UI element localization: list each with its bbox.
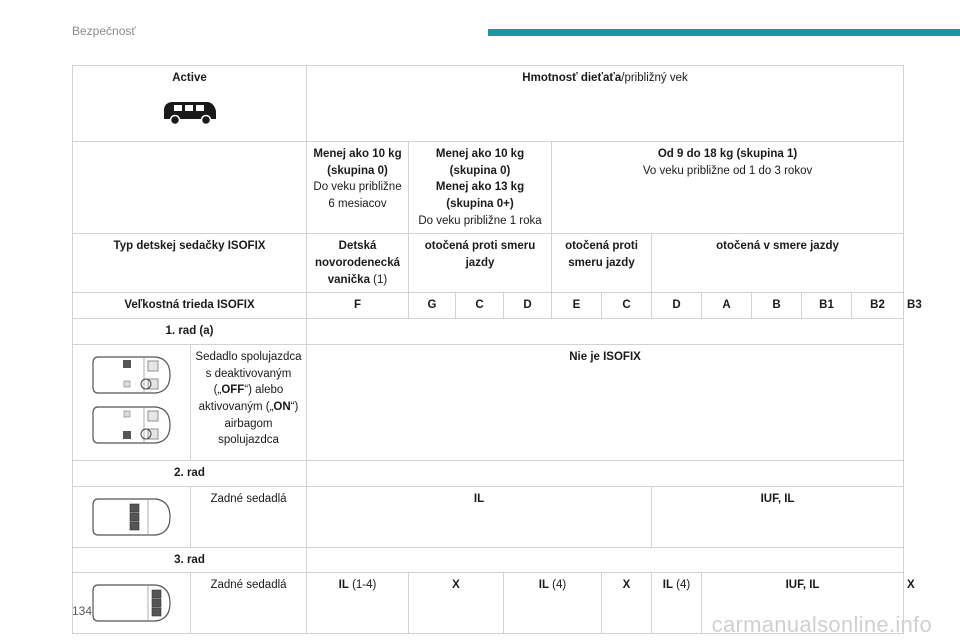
table-row: [73, 547, 904, 573]
forward-facing-cell: otočená v smere jazdy: [652, 234, 904, 293]
row2-title: 2. rad: [73, 461, 307, 487]
page-number: 134: [72, 604, 93, 618]
table-row: Zadné sedadlá IL (1-4) X IL (4) X IL (4) IUF, IL X: [73, 573, 904, 634]
size-class-cell: D: [504, 293, 552, 319]
size-class-cell: G: [409, 293, 456, 319]
car-side-icon: [160, 97, 220, 127]
row3-value: IUF, IL: [702, 573, 904, 634]
group0plus-cell: Menej ako 10 kg (skupina 0) Menej ako 13 kg (skupina 0+) Do veku približne 1 roka: [409, 142, 552, 234]
empty-cell: [73, 142, 307, 234]
row1-title: 1. rad (a): [73, 319, 307, 345]
table-row: [73, 66, 904, 142]
row3-title: 3. rad: [73, 547, 307, 573]
row2-rear-value: IL: [307, 486, 652, 547]
rear-seats-label: Zadné sedadlá: [191, 573, 307, 634]
table-row: [73, 461, 904, 487]
seat-type-label: Typ detskej sedačky ISOFIX: [73, 234, 307, 293]
row3-value: IL (4): [504, 573, 602, 634]
table-row: [73, 234, 904, 293]
size-class-cell: A: [702, 293, 752, 319]
size-class-cell: F: [307, 293, 409, 319]
row3-value: IL (1-4): [307, 573, 409, 634]
isofix-table: [72, 65, 922, 634]
size-class-cell: C: [602, 293, 652, 319]
table-row: [73, 319, 904, 345]
car-top-passenger-airbag-on-icon: [90, 403, 174, 447]
rear-seats-label: Zadné sedadlá: [191, 486, 307, 547]
row3-value: X: [409, 573, 504, 634]
empty-cell: [307, 547, 904, 573]
size-class-cell: B: [752, 293, 802, 319]
size-class-cell: D: [652, 293, 702, 319]
table-row: [73, 345, 904, 461]
rear-facing-cell-2: otočená proti smeru jazdy: [552, 234, 652, 293]
row2-diagram-cell: [73, 486, 191, 547]
table-row: [73, 142, 904, 234]
section-title: Bezpečnosť: [72, 24, 136, 38]
car-top-second-row-icon: [90, 495, 174, 539]
not-isofix-cell: Nie je ISOFIX: [307, 345, 904, 461]
car-top-passenger-airbag-off-icon: [90, 353, 174, 397]
empty-cell: [307, 319, 904, 345]
carrycot-cell: Detská novorodenecká vanička (1): [307, 234, 409, 293]
front-seat-diagram-cell: [73, 345, 191, 461]
row2-forward-value: IUF, IL: [652, 486, 904, 547]
size-class-label: Veľkostná trieda ISOFIX: [73, 293, 307, 319]
row3-value: IL (4): [652, 573, 702, 634]
size-class-cell: E: [552, 293, 602, 319]
header-accent-bar: [488, 29, 960, 36]
table-row: [73, 486, 904, 547]
group0-cell: Menej ako 10 kg (skupina 0) Do veku približne 6 mesiacov: [307, 142, 409, 234]
size-class-cell: B1: [802, 293, 852, 319]
watermark: carmanualsonline.info: [711, 612, 932, 637]
car-top-third-row-icon: [90, 581, 174, 625]
rear-facing-cell: otočená proti smeru jazdy: [409, 234, 552, 293]
row3-value: X: [602, 573, 652, 634]
size-class-cell: C: [456, 293, 504, 319]
group1-cell: Od 9 do 18 kg (skupina 1) Vo veku približne od 1 do 3 rokov: [552, 142, 904, 234]
passenger-seat-cell: Sedadlo spolujazdca s deaktivovaným („OFF“) alebo aktivovaným („ON“) airbagom spolujazdca: [191, 345, 307, 461]
size-class-cell: B2: [852, 293, 904, 319]
table-row: Veľkostná trieda ISOFIX F G C D E C D A B B1 B2 B3: [73, 293, 904, 319]
weight-header: Hmotnosť dieťaťa/približný vek: [307, 66, 904, 142]
empty-cell: [307, 461, 904, 487]
active-cell: Active: [73, 66, 307, 142]
